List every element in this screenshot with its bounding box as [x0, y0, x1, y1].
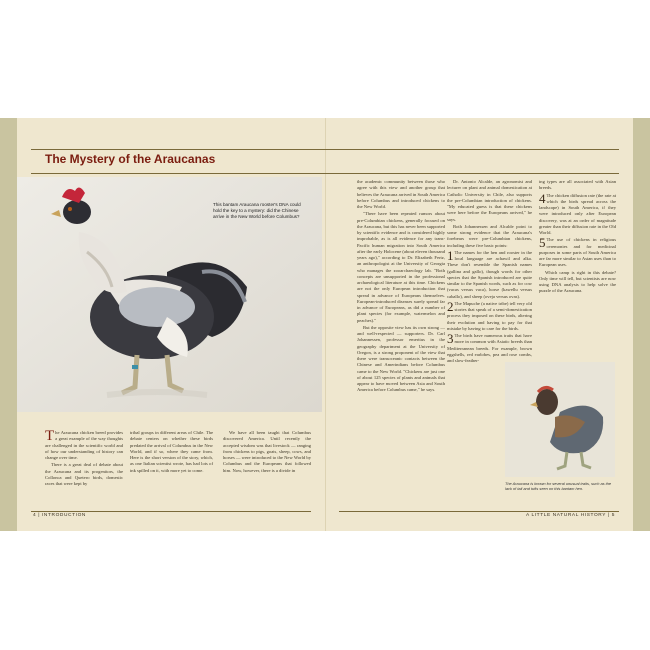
paragraph: The Araucana chicken breed provides a great example of the way thoughts are challenged in the scientific world and of how our understanding of history can change over time.: [45, 428, 123, 460]
paragraph: Which camp is right in this debate? Only time will tell, but scientists are now using DNA analysis to help solve the puzzle of the Araucana.: [539, 269, 616, 294]
footer-left: [33, 513, 86, 518]
numbered-point: 1 The names for the hen and rooster in the local language are achawil and alka. These don't resemble the Spanish names (gallina and gallo), though words for other species that the Spanish introduced are quite similar to the Spanish words, such as for cow (vacas versus vaca), horse (kawellu versus caballo), and sheep (oveja versus ovas).: [447, 247, 532, 299]
text-column-4: [357, 179, 445, 395]
hen-photo-caption: The Araucana is known for several unusual traits, such as the lack of tail and tufts seen on this bantam hen.: [505, 481, 612, 491]
paragraph: tribal groups in different areas of Chile. The debate centers on whether these birds predated the arrival of Columbus in the New World, and if so, where they came from. Here is the short version of the story, which, as one Italian scientist wrote, has had lots of ink spilled on it, with more yet to come.: [130, 430, 213, 473]
text-column-5: [447, 179, 532, 365]
paragraph: the academic community between those who agree with this view and another group that believes the Araucana arrived in South America before Columbus and introduced chickens to the New World.: [357, 179, 445, 209]
page-edge-left: [0, 118, 17, 531]
paragraph: Dr. Antonio Alcalde, an agronomist and lecturer on plant and animal domestication at Catholic University in Chile, also supports the pre-Columbian introduction of chickens. "My educated guess is that these chickens were here before the Europeans arrived," he says.: [447, 179, 532, 222]
page-number-right: 5: [611, 513, 615, 518]
page-edge-right: [633, 118, 650, 531]
point-number: 4: [539, 190, 546, 206]
footer-right: [526, 513, 615, 518]
numbered-point: 5 The use of chickens in religious ceremonies and for medicinal purposes in some parts of South America are far more similar to Asian uses than to European uses.: [539, 235, 616, 268]
text-column-3: [223, 430, 311, 475]
numbered-point: 4 The chicken diffusion rate (the rate at which the birds spread across the landscape) in South America, if they were introduced only after European discovery, was at an order of magnitude greater than their diffusion rate in the Old World.: [539, 190, 616, 235]
point-number: 2: [447, 298, 454, 314]
page-title: The Mystery of the Araucanas: [45, 152, 216, 166]
hen-illustration: [505, 362, 615, 477]
paragraph: "There have been repeated rumors about pre-Columbian chickens, generally focused on the Araucana, but this has never been supported by scientific evidence and is considered highly improbable, as is all evidence for any trans-Pacific human migration into South America after the early Holocene (about eleven thousand years ago)," according to Dr. Elizabeth Fertz, an anthropologist at the University of Georgia who manages the zooarchaeology lab. "Both concepts are unsupported in the professional archaeological literature at this time. Chickens are not the only European introduction that spread in advance of Europeans themselves. European-introduced diseases surely spread far in advance of Europeans, as did a number of plant species (for example, watermelon and peaches).": [357, 211, 446, 323]
page-number-left: 4: [33, 513, 37, 518]
text-column-6: [539, 179, 616, 296]
paragraph: Both Johannessen and Alcalde point to some strong evidence that the Araucana's forebears were pre-Columbian chickens, including these five basic points:: [447, 223, 532, 248]
rooster-photo-caption: This bantam Araucana rooster's DNA could hold the key to a mystery: did the Chinese arrive in the New World before Columbus?: [213, 202, 301, 220]
section-label-left: INTRODUCTION: [42, 513, 86, 518]
title-rule-top: [31, 149, 619, 150]
gutter: [325, 118, 326, 531]
numbered-point: 2 The Mapuche (a native tribe) tell very old stories that speak of a semi-domestication process they imposed on these birds, altering their evolution and having to pay for that mistake by having to care for the birds.: [447, 298, 532, 331]
book-spread: [17, 118, 633, 531]
hen-photo: [505, 362, 615, 477]
text-column-2: [130, 430, 213, 475]
footer-rule-left: [31, 511, 311, 512]
point-number: 1: [447, 247, 454, 263]
paragraph: We have all been taught that Columbus discovered America. Until recently the accepted wisdom was that livestock — ranging from chickens to pigs, goats, sheep, cows, and horses — were introduced to the New World by Columbus and the Europeans that followed him. Now, however, there is a divide in: [223, 430, 311, 473]
footer-separator: |: [38, 513, 42, 518]
paragraph: There is a great deal of debate about the Araucana and its progenitors, the Collonca and Quetero birds, domestic races that were kept by: [45, 462, 123, 486]
point-number: 3: [447, 331, 454, 346]
text-column-1: [45, 430, 123, 488]
point-number: 5: [539, 235, 546, 251]
footer-rule-right: [339, 511, 619, 512]
numbered-point: 3 The birds have numerous traits that have more in common with Asiatic breeds than Mediterranean breeds. For example, brown eggshells, red earlobes, pea and rose combs, and slow-feather-: [447, 331, 532, 363]
title-rule-bottom: [31, 173, 619, 174]
drop-cap: T: [45, 428, 55, 444]
paragraph: ing types are all associated with Asian breeds.: [539, 179, 616, 191]
paragraph: But the opposite view has its own strong — and well-respected — supporters. Dr. Carl Johannessen, professor emeritus in the geography department at the University of Oregon, is a strong proponent of the view that there were transoceanic contacts between the Chinese and Amerindians before Columbus came to the New World. "Chickens are just one of about 125 species of plants and animals that appear to have moved between Asia and South America before Columbus came," he says.: [357, 324, 445, 393]
section-label-right: A LITTLE NATURAL HISTORY: [526, 513, 606, 518]
footer-separator: |: [607, 513, 612, 518]
